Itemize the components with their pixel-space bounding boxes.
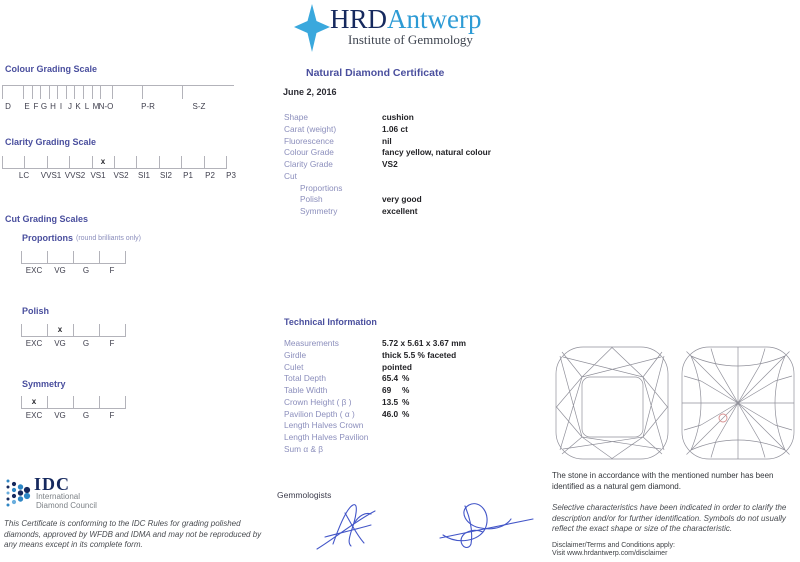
field-label: Sum α & β	[284, 443, 324, 454]
star-icon	[294, 4, 330, 52]
field-label: Cut	[284, 170, 297, 181]
signature-right	[440, 504, 533, 548]
field-label: Crown Height ( β )	[284, 396, 352, 407]
field-label: Length Halves Pavilion	[284, 432, 369, 442]
field-label: Pavilion Depth ( α )	[284, 408, 355, 419]
idc-name: IDC	[34, 474, 71, 494]
symmetry-scale	[21, 396, 127, 422]
field-row	[284, 183, 514, 195]
field-label: Proportions	[300, 182, 343, 193]
left-disclaimer: This Certificate is conforming to the IDC Rules for grading polished diamonds, approved by WFDB and IDMA and may not be reproduced by any means except in its complete form.	[4, 519, 262, 549]
field-value: VS2	[382, 159, 398, 169]
field-value: nil	[382, 135, 392, 146]
grade-label: EXC	[25, 266, 43, 275]
clarity-scale-title: Clarity Grading Scale	[5, 137, 97, 147]
field-value: 46.0	[382, 408, 399, 419]
scale-line	[2, 85, 234, 86]
field-value: fancy yellow, natural colour	[382, 147, 491, 158]
field-label: Length Halves Crown	[284, 420, 364, 431]
field-row	[284, 112, 514, 124]
field-row	[284, 159, 514, 171]
disclaimer-note: Disclaimer/Terms and Conditions apply:	[552, 542, 675, 549]
field-label: Total Depth	[284, 373, 326, 384]
clarity-mark-x: x	[100, 157, 106, 166]
field-row	[284, 338, 524, 350]
field-value: cushion	[382, 112, 414, 122]
signature-left	[317, 505, 375, 549]
field-value: 13.5	[382, 396, 399, 407]
grade-label: G	[40, 102, 48, 111]
field-row	[284, 124, 514, 136]
field-row	[284, 362, 524, 374]
field-value: 1.06 ct	[382, 123, 408, 134]
grade-label: P2	[205, 171, 215, 180]
field-row	[284, 397, 524, 409]
grade-label: P1	[183, 171, 193, 180]
field-row	[284, 409, 524, 421]
field-value: excellent	[382, 206, 418, 216]
field-row	[284, 350, 524, 362]
grade-label: LC	[18, 171, 30, 180]
grade-label: EXC	[25, 411, 43, 420]
field-label: Table Width	[284, 385, 328, 395]
clarity-grading-scale	[2, 156, 236, 182]
diamond-diagram-pavilion	[682, 347, 794, 459]
idc-subtitle-2: Diamond Council	[36, 501, 97, 510]
proportions-note: (round brilliants only)	[76, 235, 141, 242]
characteristics-note: Selective characteristics have been indicated in order to clarify the description and/or for further identification. Symbols do not usually reflect the exact shape or size of the characteristic.	[552, 503, 787, 533]
technical-fields	[284, 338, 524, 456]
field-unit: %	[402, 408, 410, 419]
field-unit: %	[402, 385, 410, 395]
field-value: thick 5.5 % faceted	[382, 349, 457, 360]
field-row	[284, 432, 524, 444]
cut-scales-title: Cut Grading Scales	[5, 214, 89, 224]
field-label: Symmetry	[300, 206, 338, 216]
diamond-diagrams	[548, 338, 800, 468]
grade-label: P3	[226, 171, 236, 180]
field-label: Fluorescence	[284, 135, 334, 146]
disclaimer-url: Visit www.hrdantwerp.com/disclaimer	[552, 550, 668, 557]
scale-line	[2, 168, 227, 169]
field-value: pointed	[382, 361, 412, 372]
grade-label: S-Z	[192, 102, 206, 111]
grade-label: SI2	[159, 171, 173, 180]
grade-label: E	[24, 102, 30, 111]
grade-label: D	[5, 102, 11, 111]
field-label: Shape	[284, 112, 308, 122]
brand-text	[330, 4, 482, 34]
field-label: Clarity Grade	[284, 159, 333, 169]
grade-label: N-O	[98, 102, 114, 111]
symmetry-label: Symmetry	[22, 379, 66, 389]
field-row	[284, 385, 524, 397]
field-value: 65.4	[382, 373, 399, 384]
field-label: Girdle	[284, 349, 307, 360]
field-label: Carat (weight)	[284, 123, 337, 134]
proportions-label: Proportions	[22, 233, 73, 243]
diamond-diagram-crown	[556, 347, 668, 459]
grade-label: H	[50, 102, 56, 111]
field-row	[284, 444, 524, 456]
field-label: Colour Grade	[284, 147, 334, 158]
proportions-scale	[21, 251, 127, 277]
field-row	[284, 194, 514, 206]
scale-line	[21, 408, 126, 409]
certificate-title: Natural Diamond Certificate	[306, 67, 445, 79]
grade-label: VS1	[90, 171, 106, 180]
grade-label: J	[68, 102, 72, 111]
grade-label: P-R	[141, 102, 155, 111]
grade-label: L	[84, 102, 90, 111]
logo-subtitle: Institute of Gemmology	[348, 32, 473, 47]
grade-label: EXC	[25, 339, 43, 348]
grade-label: F	[109, 411, 115, 420]
gemmologists-label: Gemmologists	[277, 490, 332, 500]
grade-label: VG	[54, 266, 66, 275]
signatures	[295, 492, 545, 558]
grade-label: G	[82, 339, 90, 348]
technical-title: Technical Information	[284, 317, 377, 327]
symmetry-mark-x: x	[31, 397, 37, 406]
grade-label: VVS1	[40, 171, 62, 180]
certificate-date: June 2, 2016	[283, 87, 337, 97]
grade-label: F	[109, 339, 115, 348]
grade-label: F	[109, 266, 115, 275]
grade-label: I	[59, 102, 63, 111]
scale-line	[21, 263, 126, 264]
grade-label: VS2	[113, 171, 129, 180]
field-value: 69	[382, 385, 392, 395]
idc-subtitle-1: International	[36, 492, 81, 501]
idc-dots-icon	[3, 473, 35, 513]
field-unit: %	[402, 373, 410, 384]
grade-label: M	[92, 102, 100, 111]
brand-antwerp: Antwerp	[387, 4, 482, 34]
grade-label: G	[82, 266, 90, 275]
field-label: Culet	[284, 361, 304, 372]
polish-label: Polish	[22, 306, 50, 316]
stone-note: The stone in accordance with the mentioned number has been identified as a natural gem diamond.	[552, 471, 774, 491]
grade-label: G	[82, 411, 90, 420]
field-label: Measurements	[284, 338, 339, 348]
colour-grading-scale	[2, 85, 234, 113]
field-row	[284, 147, 514, 159]
brand-hrd: HRD	[330, 4, 388, 34]
field-unit: %	[402, 396, 410, 407]
colour-scale-title: Colour Grading Scale	[5, 64, 98, 74]
grade-label: F	[33, 102, 39, 111]
field-row	[284, 373, 524, 385]
polish-scale	[21, 324, 127, 350]
field-row	[284, 171, 514, 183]
field-row	[284, 420, 524, 432]
certificate-fields	[284, 112, 514, 218]
field-value: very good	[382, 194, 422, 205]
polish-mark-x: x	[57, 325, 63, 334]
scale-line	[21, 336, 126, 337]
grade-label: VG	[54, 411, 66, 420]
grade-label: VVS2	[64, 171, 86, 180]
field-row	[284, 206, 514, 218]
field-label: Polish	[300, 194, 323, 205]
grade-label: K	[75, 102, 81, 111]
grade-label: VG	[54, 339, 66, 348]
hrd-logo	[294, 4, 482, 52]
field-value: 5.72 x 5.61 x 3.67 mm	[382, 338, 466, 348]
field-row	[284, 136, 514, 148]
grade-label: SI1	[137, 171, 151, 180]
